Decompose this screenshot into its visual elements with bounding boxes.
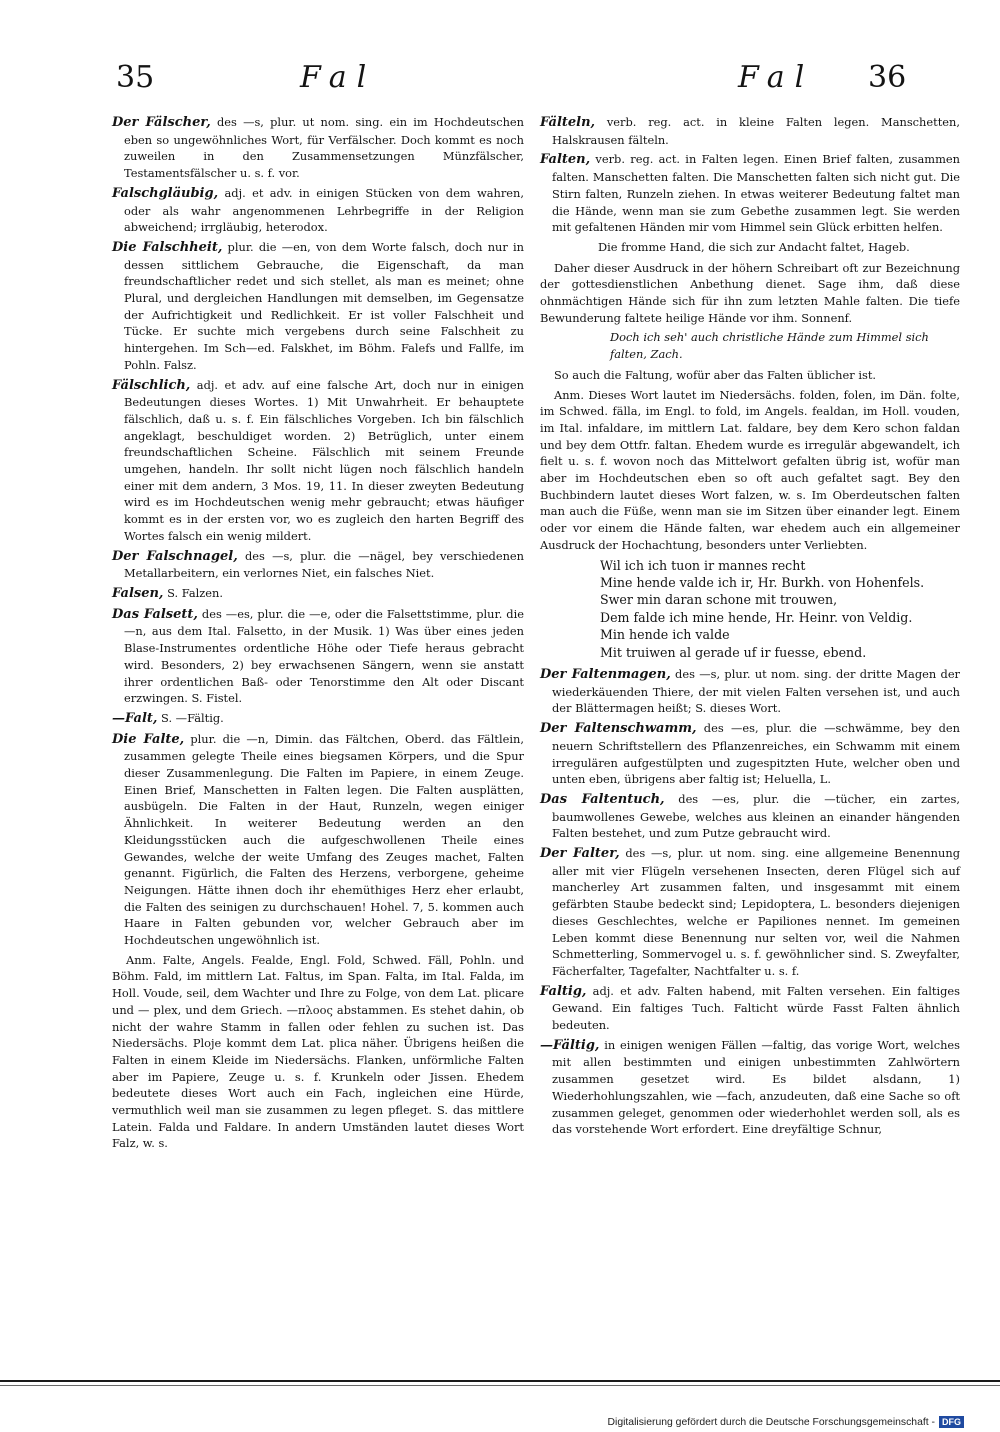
- entry-headword: Falschgläubig,: [112, 185, 219, 201]
- entry-definition: plur. die —en, von dem Worte falsch, doch nur in dessen sittlichem Gebrauche, die Eigenschaft, da man freundschaftlicher redet und sich stellet, als man es meinet; ohne Plural, und dergleichen Handlungen mit demselben, im Gegensatze der Aufrichtigkeit und Redlichkeit. Er ist voller Falschheit und Tücke. Er suchte mich vergebens durch seine Falschheit zu hintergehen. Im Sch—ed. Falskhet, im Böhm. Falefs und Fallfe, im Pohln. Falsz.: [124, 239, 524, 372]
- running-head-left: Fal: [300, 60, 377, 95]
- entry-headword: Falsen,: [112, 585, 164, 601]
- dictionary-entry: [540, 791, 960, 842]
- bottom-rule-thin: [0, 1385, 1000, 1386]
- dictionary-entry: [540, 114, 960, 148]
- entry-definition: verb. reg. act. in Falten legen. Einen Brief falten, zusammen falten. Manschetten falten. Die Manschetten falten sich nicht gut. Die Stirn falten, Runzeln ziehen. In etwas weiterer Bedeutung faltet man die Hände, wenn man sie zum Gebethe zusammen legt. Sie werden mit gefaltenen Händen mir vom Himmel sein Glück erbitten helfen.: [552, 152, 960, 235]
- entry-headword: Fälschlich,: [112, 377, 191, 393]
- entry-definition: des —s, plur. die —nägel, bey verschiedenen Metallarbeitern, ein verlornes Niet, ein falsches Niet.: [124, 548, 525, 581]
- entry-definition: verb. reg. act. in kleine Falten legen. Manschetten, Halskrausen fälteln.: [552, 115, 960, 147]
- entry-headword: Die Falte,: [112, 731, 185, 747]
- entry-definition: adj. et adv. Falten habend, mit Falten versehen. Ein faltiges Gewand. Ein faltiges Tuch. Falticht würde Fasst Falten ähnlich bedeuten.: [552, 983, 960, 1033]
- entry-continuation: Daher dieser Ausdruck in der höhern Schreibart oft zur Bezeichnung der gottesdienstlichen Anbethung dienet. Sage ihm, daß diese ohnmächtigen Hände sich für ihn zum letzten Mahle falten. Die tiefe Bewunderung faltete heilige Hände vor ihm. Sonnenf.: [540, 260, 960, 325]
- bottom-rule: [0, 1378, 1000, 1390]
- entry-definition: adj. et adv. auf eine falsche Art, doch nur in einigen Bedeutungen dieses Wortes. 1) Mit Unwahrheit. Er behauptete fälschlich, daß u. s. f. Ein fälschliches Vorgeben. Ich bin fälschlich angeklagt, beschuldiget worden. 2) Betrüglich, unter einem freundschaftlichen Scheine. Fälschlich mit seinem Freunde umgehen, handeln. Ihr sollt nicht lügen noch fälschlich handeln einer mit dem andern, 3 Mos. 19, 11. In dieser zweyten Bedeutung wird es im Hochdeutschen wenig mehr gebraucht; etwas häufiger kommt es in der ersten vor, wo es zugleich den harten Begriff des Wortes falsch ein wenig mildert.: [124, 377, 524, 543]
- credit-text: Digitalisierung gefördert durch die Deutsche Forschungsgemeinschaft -: [607, 1416, 935, 1428]
- annotation-paragraph: Anm. Dieses Wort lautet im Niedersächs. folden, folen, im Dän. folte, im Schwed. fälla, im Engl. to fold, im Angels. fealdan, im Holl. vouden, im Ital. infaldare, im mittlern Lat. faldare, bey dem Kero schon faldan und bey dem Ottfr. faltan. Ehedem wurde es irregulär abgewandelt, ich fielt u. s. f. wovon noch das Mittelwort gefalten übrig ist, wofür man aber im Hochdeutschen eben so oft auch gefaltet sagt. Bey den Buchbindern lautet dieses Wort falzen, w. s. Im Oberdeutschen falten man auch die Füße, wenn man sie im Sitzen über einander legt. Einem oder vor einem die Hände falten, war ehedem auch ein allgemeiner Ausdruck der Hochachtung, besonders unter Verliebten.: [540, 387, 960, 552]
- dictionary-entry: [112, 114, 524, 182]
- verse-line: Swer min daran schone mit trouwen,: [600, 592, 838, 608]
- entry-headword: Falten,: [540, 152, 591, 168]
- quotation: [540, 239, 960, 256]
- entry-definition: des —es, plur. die —schwämme, bey den neuern Schriftstellern des Pflanzenreiches, ein Schwamm mit einem irregulären aufgestülpten und zugespitzten Hute, welcher oben und unten eben, übrigens aber faltig ist; Heluella, L.: [552, 721, 960, 787]
- dictionary-entry: [540, 151, 960, 236]
- entry-annotation: [540, 387, 960, 554]
- entry-definition: S. Falzen.: [163, 585, 223, 600]
- dictionary-entry: [540, 720, 960, 788]
- dictionary-entry: [540, 983, 960, 1034]
- verse-line: Wil ich ich tuon ir mannes recht: [600, 557, 806, 573]
- entry-definition: des —es, plur. die —tücher, ein zartes, baumwollenes Gewebe, welches aus kleinen an einander hängenden Falten bestehet, und zum Putze gebraucht wird.: [552, 791, 960, 841]
- entry-definition: des —s, plur. ut nom. sing. eine allgemeine Benennung aller mit vier Flügeln versehenen Insecten, deren Flügel sich auf mancherley Art zusammen falten, und insgesammt mit einem gefärbten Staube bedeckt sind; Lepidoptera, L. besonders diejenigen dieses Geschlechtes, welche er Papiliones nennet. Im gemeinen Leben kommt diese Benennung nur selten vor, weil die Nahmen Schmetterling, Sommervogel u. s. f. gewöhnlicher sind. S. Zweyfalter, Fächerfalter, Tagefalter, Nachtfalter u. s. f.: [552, 846, 960, 978]
- left-column: [112, 114, 524, 1155]
- verse-line: Dem falde ich mine hende, Hr. Heinr. von Veldig.: [600, 609, 913, 625]
- entry-definition: des —es, plur. die —e, oder die Falsettstimme, plur. die —n, aus dem Ital. Falsetto, in der Musik. 1) Was über eines jeden Blase-Instrumentes ordentliche Höhe oder Tiefe heraus gebracht wird. Besonders, 2) bey erwachsenen Sängern, wenn sie anstatt ihrer ordentlichen Baß- oder Tenorstimme den Alt oder Discant erzwingen. S. Fistel.: [124, 606, 524, 706]
- verse-line: Mit truiwen al gerade uf ir fuesse, ebend.: [600, 644, 867, 660]
- entry-continuation: So auch die Faltung, wofür aber das Falten üblicher ist.: [554, 367, 877, 382]
- entry-definition: adj. et adv. in einigen Stücken von dem wahren, oder als wahr angenommenen Lehrbegriffe in der Religion abweichend; irrgläubig, heterodox.: [124, 185, 524, 235]
- quotation-line: Doch ich seh' auch christliche Hände zum Himmel sich: [610, 330, 929, 345]
- entry-headword: Faltig,: [540, 983, 587, 999]
- digitization-credit: [608, 1416, 964, 1428]
- dictionary-entry: [112, 731, 524, 949]
- entry-headword: Der Falschnagel,: [112, 548, 238, 564]
- running-head-right: Fal: [738, 60, 815, 95]
- dictionary-entry: [112, 585, 524, 603]
- dictionary-entry: [112, 606, 524, 707]
- right-column: [540, 114, 960, 1141]
- page-number-left: 35: [116, 60, 155, 95]
- quotation-line: Die fromme Hand, die sich zur Andacht faltet, Hageb.: [598, 239, 910, 254]
- bottom-rule-thick: [0, 1380, 1000, 1382]
- entry-headword: Das Falsett,: [112, 606, 198, 622]
- dictionary-entry: [112, 710, 524, 728]
- entry-headword: Der Fälscher,: [112, 115, 211, 130]
- entry-headword: Das Faltentuch,: [540, 791, 665, 807]
- annotation-paragraph: Anm. Falte, Angels. Fealde, Engl. Fold, Schwed. Fäll, Pohln. und Böhm. Fald, im mittlern Lat. Faltus, im Span. Falta, im Ital. Falda, im Holl. Voude, seil, dem Wachter und Ihre zu Folge, von dem Lat. plicare und — plex, und dem Griech. —πλοος abstammen. Es stehet dahin, ob nicht der wahre Stamm in fallen oder fehlen zu suchen ist. Das Niedersächs. Ploje kommt dem Lat. plica näher. Übrigens heißen die Falten in einem Kleide im Niedersächs. Flanken, unförmliche Falten aber im Papiere, Zeuge u. s. f. Krunkeln oder Jissen. Ehedem bedeutete dieses Wort auch ein Fach, ingleichen eine Hürde, vermuthlich weil man sie zusammen zu legen pfleget. S. das mittlere Latein. Falda und Faldare. In andern Umständen lautet dieses Wort Falz, w. s.: [112, 952, 524, 1151]
- entry-headword: Der Faltenschwamm,: [540, 721, 697, 737]
- quotation-line: falten, Zach.: [610, 347, 683, 362]
- entry-definition: plur. die —n, Dimin. das Fältchen, Oberd. das Fältlein, zusammen gelegte Theile eines biegsamen Körpers, und die Spur dieser Zusammenlegung. Die Falten im Papiere, in einem Zeuge. Einen Brief, Manschetten in Falten legen. Die Falten ausplätten, ausbügeln. Die Falten in der Haut, Runzeln, wegen einiger Ähnlichkeit. In weiterer Bedeutung werden an den Kleidungsstücken auch die aufgeschwollenen Theile eines Gewandes, welche der weite Umfang des Zeuges machet, Falten genannt. Figürlich, die Falten des Herzens, verborgene, geheime Neigungen. Hätte ihnen doch ihr ehemüthiges Herz eher erlaubt, die Falten des seinigen zu durchschauen! Hohel. 7, 5. kommen auch Haare in Falten gebunden vor, welcher Gebrauch aber im Hochdeutschen ungewöhnlich ist.: [124, 731, 524, 948]
- verse-line: Min hende ich valde: [600, 627, 730, 643]
- entry-definition: in einigen wenigen Fällen —faltig, das vorige Wort, welches mit allen bestimmten und einigen unbestimmten Zahlwörtern zusammen gesetzet wird. Es bildet alsdann, 1) Wiederhohlungszahlen, wie —fach, anzudeuten, daß eine Sache so oft zusammen geleget, genommen oder wiederhohlet werden soll, als es das vorstehende Wort erfordert. Eine dreyfältige Schnur,: [552, 1037, 960, 1137]
- dictionary-entry: [540, 1037, 960, 1138]
- page-number-right: 36: [868, 60, 907, 95]
- entry-headword: Die Falschheit,: [112, 239, 223, 255]
- dictionary-entry: [540, 845, 960, 980]
- dictionary-entry: [112, 548, 524, 582]
- verse-line: Mine hende valde ich ir, Hr. Burkh. von Hohenfels.: [600, 574, 925, 590]
- entry-definition: des —s, plur. ut nom. sing. ein im Hochdeutschen eben so ungewöhnliches Wort, für Verfälscher. Doch kommt es noch zuweilen in den Zusammensetzungen Münzfälscher, Testamentsfälscher u. s. f. vor.: [124, 115, 524, 181]
- entry-headword: Der Falter,: [540, 846, 620, 862]
- entry-headword: Der Faltenmagen,: [540, 667, 671, 683]
- entry-headword: Fälteln,: [540, 115, 596, 130]
- dictionary-entry: [112, 239, 524, 374]
- entry-annotation: [112, 952, 524, 1152]
- entry-definition: des —s, plur. ut nom. sing. der dritte Magen der wiederkäuenden Thiere, der mit vielen Falten versehen ist, und auch der Blättermagen heißt; S. dieses Wort.: [552, 667, 960, 716]
- dictionary-entry: [112, 185, 524, 236]
- entry-headword: —Fältig,: [540, 1037, 600, 1053]
- dictionary-entry: [112, 377, 524, 545]
- entry-headword: —Falt,: [112, 710, 158, 726]
- verse-quotation: [540, 557, 960, 661]
- quotation: [540, 329, 960, 362]
- dfg-logo: DFG: [939, 1416, 964, 1428]
- entry-definition: S. —Fältig.: [157, 710, 224, 725]
- dictionary-entry: [540, 666, 960, 717]
